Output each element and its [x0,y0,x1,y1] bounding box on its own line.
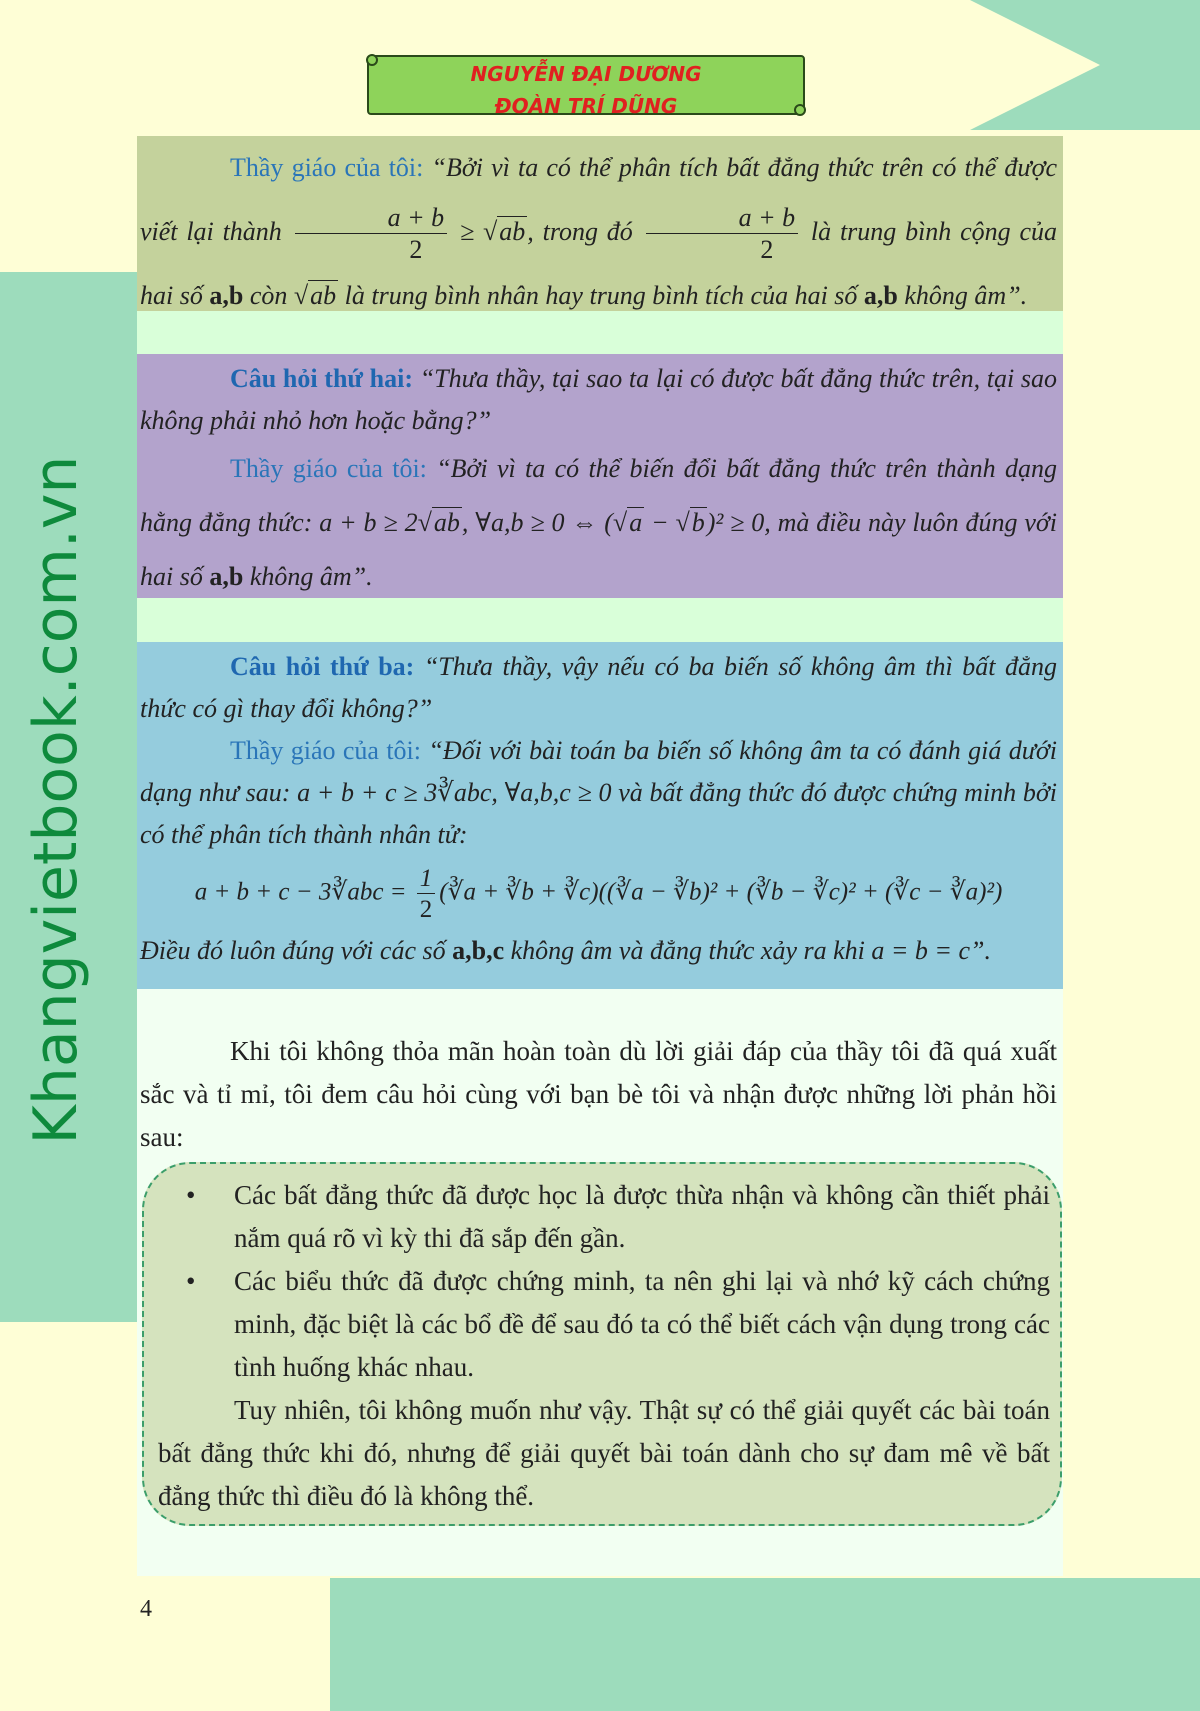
list-item: • Các biểu thức đã được chứng minh, ta nên ghi lại và nhớ kỹ cách chứng minh, đặc biệt là các bổ đề để sau đó ta có thể biết cách vận dụng trong các tình huống khác nhau. [234,1260,1050,1389]
side-brand-text: Khangvietbook.com.vn [21,455,91,1145]
author-2: ĐOÀN TRÍ DŨNG [494,94,678,118]
top-right-arrow-shape [970,0,1200,130]
closing-paragraph: Tuy nhiên, tôi không muốn như vậy. Thật sự có thể giải quyết các bài toán bất đẳng thức khi đó, nhưng để giải quyết bài toán dành cho sự đam mê về bất đẳng thức thì điều đó là không thể. [158,1395,1050,1511]
responses-box [142,1162,1062,1526]
list-item: • Các bất đẳng thức đã được học là được thừa nhận và không cần thiết phải nắm quá rõ vì kỳ thi đã sắp đến gần. [234,1174,1050,1260]
page-number: 4 [140,1596,152,1622]
teacher-answer-box-1: Thầy giáo của tôi: “Bởi vì ta có thể phân tích bất đẳng thức trên có thể được viết lại thành $\frac{a + b}{2}$ ≥ √ab, trong đó $\frac{a + b}{2}$ là trung bình cộng của hai số a,b còn √ab là trung bình nhân hay trung bình tích của hai số a,b không âm”. [137,136,1063,311]
section-gap [137,598,1063,642]
fraction-mean: $\frac{a + b}{2}$ [295,205,448,263]
narrative-paragraph: Khi tôi không thỏa mãn hoàn toàn dù lời giải đáp của thầy tôi đã quá xuất sắc và tỉ mỉ, tôi đem câu hỏi cùng với bạn bè tôi và nhận được những lời phản hồi sau: [140,1036,1057,1152]
factorization-formula: a + b + c − 3∛abc = $\frac{1}{2}$ (∛a + ∛b + ∛c)((∛a − ∛b)² + (∛b − ∛c)² + (∛c − ∛a)²) [194,865,1003,923]
fraction-mean-2: $\frac{a + b}{2}$ [646,205,799,263]
question-label: Câu hỏi thứ hai: [230,364,414,393]
responses-list [158,1174,1050,1389]
author-1: NGUYỄN ĐẠI DƯƠNG [470,62,702,86]
question-box-3: Câu hỏi thứ ba: “Thưa thầy, vậy nếu có ba biến số không âm thì bất đẳng thức có gì thay đổi không?” Thầy giáo của tôi: “Đối với bài toán ba biến số không âm ta có đánh giá dưới dạng như sau: a + b + c ≥ 3∛abc, ∀a,b,c ≥ 0 và bất đẳng thức đó được chứng minh bởi có thể phân tích thành nhân tử: a + b + c − 3∛abc = $\frac{1}{2}$ (∛a + ∛b + ∛c)((∛a − ∛b)² + (∛b − ∛c)² + (∛c − ∛a)²) Điều đó luôn đúng với các số a,b,c không âm và đẳng thức xảy ra khi a = b = c”. [137,642,1063,989]
teacher-label: Thầy giáo của tôi: [230,153,424,182]
header-authors [362,58,810,122]
question-label: Câu hỏi thứ ba: [230,652,415,681]
bottom-decor [330,1578,1200,1711]
teacher-label: Thầy giáo của tôi: [230,736,422,765]
teacher-label: Thầy giáo của tôi: [230,454,427,483]
question-box-2: Câu hỏi thứ hai: “Thưa thầy, tại sao ta lại có được bất đẳng thức trên, tại sao không phải nhỏ hơn hoặc bằng?” Thầy giáo của tôi: “Bởi vì ta có thể biến đổi bất đẳng thức trên thành dạng hằng đẳng thức: a + b ≥ 2√ab, ∀a,b ≥ 0 ⇔ (√a − √b)² ≥ 0, mà điều này luôn đúng với hai số a,b không âm”. [137,354,1063,598]
